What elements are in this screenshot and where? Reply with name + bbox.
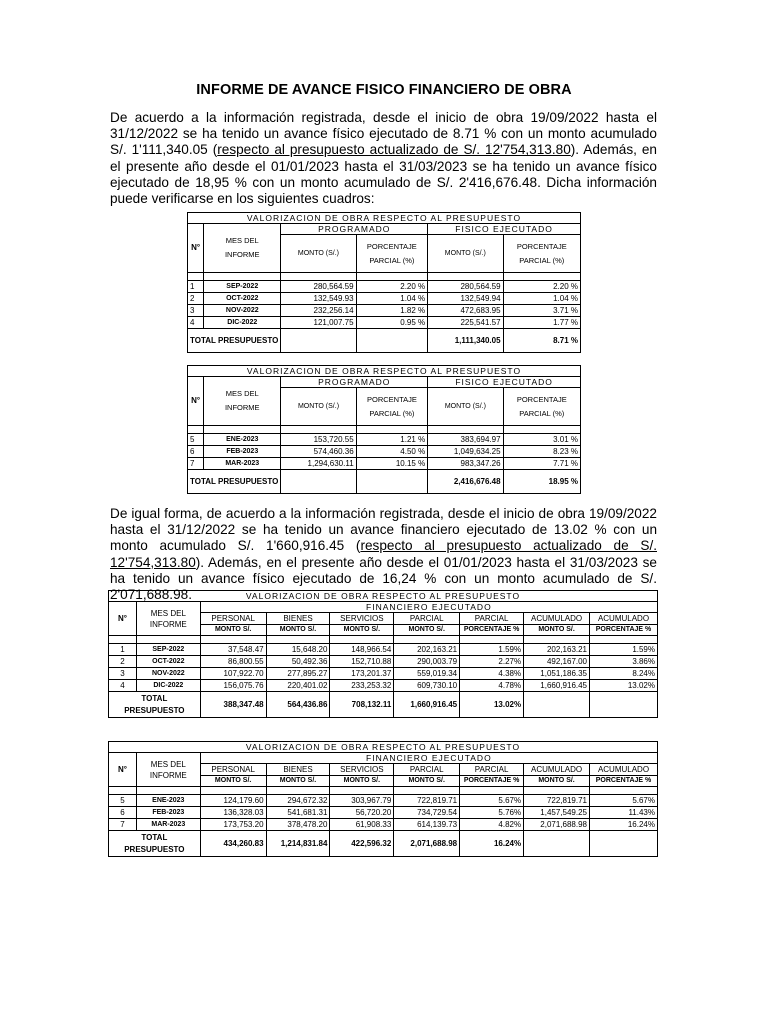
cell-mes: OCT-2022 (204, 293, 281, 305)
cell-mes: DIC-2022 (136, 680, 200, 692)
cell-pm: 574,460.36 (281, 446, 356, 458)
cell-pct: 1.59% (460, 644, 524, 656)
table-row (188, 458, 581, 470)
cell-fm: 1,049,634.25 (428, 446, 503, 458)
budget-reference: respecto al presupuesto actualizado de S/. 12'754,313.80 (217, 142, 571, 158)
total-percent: 16.24% (460, 831, 524, 857)
col-month: MES DEL INFORME (136, 602, 200, 636)
cell-mes: MAR-2023 (204, 458, 281, 470)
cell-personal: 136,328.03 (200, 807, 266, 819)
cell-bienes: 15,648.20 (266, 644, 330, 656)
cell-pm: 121,007.75 (281, 317, 356, 329)
cell-bienes: 220,401.02 (266, 680, 330, 692)
cell-fp: 7.71 % (503, 458, 580, 470)
unit-monto: MONTO S/. (266, 776, 330, 787)
table-row (188, 434, 581, 446)
cell-servicios: 233,253.32 (330, 680, 394, 692)
cell-n: 4 (109, 680, 137, 692)
cell-pp: 1.04 % (356, 293, 428, 305)
table-title: VALORIZACION DE OBRA RESPECTO AL PRESUPUESTO (109, 742, 658, 753)
financial-progress-table-2023 (108, 741, 658, 857)
cell-acump: 16.24% (590, 819, 658, 831)
cell-pct: 5.76% (460, 807, 524, 819)
cell-mes: ENE-2023 (204, 434, 281, 446)
cell-pct: 4.78% (460, 680, 524, 692)
cell-parcial: 609,730.10 (394, 680, 460, 692)
cell-personal: 86,800.55 (200, 656, 266, 668)
total-personal: 388,347.48 (200, 692, 266, 718)
col-bienes: BIENES (266, 613, 330, 625)
col-number: N° (109, 753, 137, 787)
col-acumulado-pct: ACUMULADO (590, 613, 658, 625)
table-title: VALORIZACION DE OBRA RESPECTO AL PRESUPUESTO (109, 591, 658, 602)
cell-n: 6 (188, 446, 204, 458)
unit-monto: MONTO S/. (266, 625, 330, 636)
cell-acum: 1,051,186.35 (524, 668, 590, 680)
cell-n: 4 (188, 317, 204, 329)
cell-fp: 1.77 % (503, 317, 580, 329)
cell-acum: 202,163.21 (524, 644, 590, 656)
unit-monto: MONTO S/. (394, 776, 460, 787)
total-parcial: 2,071,688.98 (394, 831, 460, 857)
cell-acum: 1,660,916.45 (524, 680, 590, 692)
paragraph-physical-progress (110, 110, 657, 207)
paragraph-text: ). Además, en el presente año desde el 01/01/2023 hasta el 31/03/2023 se ha tenido un avance físico ejecutado de 18,95 % con un monto acumulado de S/. 2'416,676.48. Dicha información puede verificarse en los siguientes cuadros: (110, 142, 657, 207)
col-acumulado: ACUMULADO (524, 764, 590, 776)
cell-acump: 3.86% (590, 656, 658, 668)
col-number: N° (188, 377, 204, 426)
cell-n: 3 (188, 305, 204, 317)
programado-header: PROGRAMADO (281, 224, 428, 235)
cell-personal: 124,179.60 (200, 795, 266, 807)
col-acumulado: ACUMULADO (524, 613, 590, 625)
cell-fp: 2.20 % (503, 281, 580, 293)
col-personal: PERSONAL (200, 764, 266, 776)
cell-parcial: 722,819.71 (394, 795, 460, 807)
cell-pp: 10.15 % (356, 458, 428, 470)
table-row (109, 644, 658, 656)
paragraph-financial-progress (110, 506, 657, 603)
cell-pct: 4.82% (460, 819, 524, 831)
cell-pm: 153,720.55 (281, 434, 356, 446)
financiero-header: FINANCIERO EJECUTADO (200, 602, 657, 613)
cell-servicios: 152,710.88 (330, 656, 394, 668)
total-monto: 2,416,676.48 (428, 470, 503, 494)
cell-pm: 280,564.59 (281, 281, 356, 293)
cell-fm: 983,347.26 (428, 458, 503, 470)
cell-acum: 1,457,549.25 (524, 807, 590, 819)
col-monto: MONTO (S/.) (428, 388, 503, 426)
cell-personal: 37,548.47 (200, 644, 266, 656)
total-servicios: 422,596.32 (330, 831, 394, 857)
col-number: N° (109, 602, 137, 636)
cell-n: 2 (109, 656, 137, 668)
cell-n: 7 (109, 819, 137, 831)
cell-fp: 1.04 % (503, 293, 580, 305)
cell-pm: 132,549.93 (281, 293, 356, 305)
table-title: VALORIZACION DE OBRA RESPECTO AL PRESUPUESTO (188, 213, 581, 224)
financiero-header: FINANCIERO EJECUTADO (200, 753, 657, 764)
cell-pp: 0.95 % (356, 317, 428, 329)
total-monto: 1,111,340.05 (428, 329, 503, 353)
cell-fm: 472,683.95 (428, 305, 503, 317)
total-label: TOTAL PRESUPUESTO (109, 831, 201, 857)
table-row (109, 656, 658, 668)
cell-personal: 156,075.76 (200, 680, 266, 692)
total-percent: 8.71 % (503, 329, 580, 353)
total-percent: 13.02% (460, 692, 524, 718)
paragraph-text: ). Además, en el presente año desde el 01/01/2023 hasta el 31/03/2023 se ha tenido un avance físico ejecutado de 16,24 % con un monto acumulado de S/. 2'071,688.98. (110, 554, 657, 603)
paragraph-text: De igual forma, de acuerdo a la información registrada, desde el inicio de obra 19/09/2022 hasta el 31/12/2022 se ha tenido un avance financiero ejecutado de 13.02 % con un monto acumulado S/. 1'660,916.45 ( (110, 506, 657, 554)
cell-servicios: 303,967.79 (330, 795, 394, 807)
cell-fp: 3.01 % (503, 434, 580, 446)
cell-fm: 383,694.97 (428, 434, 503, 446)
col-monto: MONTO (S/.) (281, 235, 356, 273)
total-servicios: 708,132.11 (330, 692, 394, 718)
col-porcentaje: PORCENTAJE PARCIAL (%) (356, 388, 428, 426)
table-row (109, 807, 658, 819)
cell-acump: 1.59% (590, 644, 658, 656)
cell-bienes: 50,492.36 (266, 656, 330, 668)
table-row (188, 281, 581, 293)
total-percent: 18.95 % (503, 470, 580, 494)
cell-n: 7 (188, 458, 204, 470)
col-parcial-pct: PARCIAL (460, 764, 524, 776)
fisico-header: FISICO EJECUTADO (428, 224, 581, 235)
physical-progress-table-2022 (187, 212, 581, 353)
cell-bienes: 294,672.32 (266, 795, 330, 807)
cell-pm: 232,256.14 (281, 305, 356, 317)
cell-fp: 8.23 % (503, 446, 580, 458)
unit-monto: MONTO S/. (200, 625, 266, 636)
cell-parcial: 290,003.79 (394, 656, 460, 668)
table-row (109, 819, 658, 831)
cell-mes: SEP-2022 (136, 644, 200, 656)
cell-acump: 13.02% (590, 680, 658, 692)
col-porcentaje: PORCENTAJE PARCIAL (%) (503, 235, 580, 273)
cell-pct: 4.38% (460, 668, 524, 680)
cell-bienes: 378,478.20 (266, 819, 330, 831)
col-acumulado-pct: ACUMULADO (590, 764, 658, 776)
programado-header: PROGRAMADO (281, 377, 428, 388)
col-bienes: BIENES (266, 764, 330, 776)
cell-parcial: 559,019.34 (394, 668, 460, 680)
table-row (109, 680, 658, 692)
col-month: MES DEL INFORME (204, 377, 281, 426)
total-parcial: 1,660,916.45 (394, 692, 460, 718)
cell-n: 5 (188, 434, 204, 446)
cell-n: 1 (109, 644, 137, 656)
unit-monto: MONTO S/. (394, 625, 460, 636)
cell-n: 3 (109, 668, 137, 680)
total-label: TOTAL PRESUPUESTO (109, 692, 201, 718)
cell-mes: DIC-2022 (204, 317, 281, 329)
unit-monto: MONTO S/. (524, 625, 590, 636)
cell-n: 5 (109, 795, 137, 807)
col-parcial: PARCIAL (394, 764, 460, 776)
cell-mes: NOV-2022 (204, 305, 281, 317)
cell-acump: 11.43% (590, 807, 658, 819)
cell-n: 6 (109, 807, 137, 819)
paragraph-text: De acuerdo a la información registrada, desde el inicio de obra 19/09/2022 hasta el 31/12/2022 se ha tenido un avance físico ejecutado de 8.71 % con un monto acumulado S/. 1'111,340.05 ( (110, 110, 657, 158)
cell-mes: NOV-2022 (136, 668, 200, 680)
col-month: MES DEL INFORME (136, 753, 200, 787)
cell-parcial: 614,139.73 (394, 819, 460, 831)
cell-pm: 1,294,630.11 (281, 458, 356, 470)
col-servicios: SERVICIOS (330, 613, 394, 625)
total-label: TOTAL PRESUPUESTO (188, 470, 281, 494)
cell-acump: 8.24% (590, 668, 658, 680)
table-title: VALORIZACION DE OBRA RESPECTO AL PRESUPUESTO (188, 366, 581, 377)
unit-monto: MONTO S/. (524, 776, 590, 787)
total-label: TOTAL PRESUPUESTO (188, 329, 281, 353)
col-month: MES DEL INFORME (204, 224, 281, 273)
unit-porcentaje: PORCENTAJE % (590, 625, 658, 636)
cell-fm: 132,549.94 (428, 293, 503, 305)
cell-mes: FEB-2023 (204, 446, 281, 458)
col-monto: MONTO (S/.) (428, 235, 503, 273)
cell-mes: OCT-2022 (136, 656, 200, 668)
unit-porcentaje: PORCENTAJE % (460, 776, 524, 787)
table-row (109, 795, 658, 807)
unit-monto: MONTO S/. (330, 776, 394, 787)
cell-pct: 2.27% (460, 656, 524, 668)
col-servicios: SERVICIOS (330, 764, 394, 776)
cell-pct: 5.67% (460, 795, 524, 807)
cell-acum: 2,071,688.98 (524, 819, 590, 831)
cell-mes: MAR-2023 (136, 819, 200, 831)
cell-n: 1 (188, 281, 204, 293)
cell-n: 2 (188, 293, 204, 305)
col-monto: MONTO (S/.) (281, 388, 356, 426)
table-row (188, 317, 581, 329)
physical-progress-table-2023 (187, 365, 581, 494)
col-personal: PERSONAL (200, 613, 266, 625)
budget-reference: respecto al presupuesto actualizado de S/. 12'754,313.80 (110, 538, 657, 570)
cell-acum: 492,167.00 (524, 656, 590, 668)
cell-fm: 225,541.57 (428, 317, 503, 329)
unit-porcentaje: PORCENTAJE % (460, 625, 524, 636)
total-bienes: 1,214,831.84 (266, 831, 330, 857)
cell-mes: SEP-2022 (204, 281, 281, 293)
col-number: N° (188, 224, 204, 273)
report-title: INFORME DE AVANCE FISICO FINANCIERO DE OBRA (196, 82, 572, 98)
cell-servicios: 61,908.33 (330, 819, 394, 831)
table-row (188, 293, 581, 305)
cell-personal: 173,753.20 (200, 819, 266, 831)
cell-mes: ENE-2023 (136, 795, 200, 807)
cell-servicios: 148,966.54 (330, 644, 394, 656)
col-parcial: PARCIAL (394, 613, 460, 625)
cell-parcial: 734,729.54 (394, 807, 460, 819)
cell-bienes: 277,895.27 (266, 668, 330, 680)
cell-acum: 722,819.71 (524, 795, 590, 807)
cell-bienes: 541,681.31 (266, 807, 330, 819)
cell-pp: 2.20 % (356, 281, 428, 293)
cell-pp: 1.21 % (356, 434, 428, 446)
financial-progress-table-2022 (108, 590, 658, 718)
cell-acump: 5.67% (590, 795, 658, 807)
cell-servicios: 173,201.37 (330, 668, 394, 680)
cell-parcial: 202,163.21 (394, 644, 460, 656)
col-porcentaje: PORCENTAJE PARCIAL (%) (503, 388, 580, 426)
cell-personal: 107,922.70 (200, 668, 266, 680)
cell-fp: 3.71 % (503, 305, 580, 317)
cell-mes: FEB-2023 (136, 807, 200, 819)
cell-servicios: 56,720.20 (330, 807, 394, 819)
table-row (188, 446, 581, 458)
col-parcial-pct: PARCIAL (460, 613, 524, 625)
cell-fm: 280,564.59 (428, 281, 503, 293)
fisico-header: FISICO EJECUTADO (428, 377, 581, 388)
unit-monto: MONTO S/. (330, 625, 394, 636)
unit-monto: MONTO S/. (200, 776, 266, 787)
total-personal: 434,260.83 (200, 831, 266, 857)
cell-pp: 4.50 % (356, 446, 428, 458)
unit-porcentaje: PORCENTAJE % (590, 776, 658, 787)
total-bienes: 564,436.86 (266, 692, 330, 718)
table-row (188, 305, 581, 317)
col-porcentaje: PORCENTAJE PARCIAL (%) (356, 235, 428, 273)
table-row (109, 668, 658, 680)
cell-pp: 1.82 % (356, 305, 428, 317)
